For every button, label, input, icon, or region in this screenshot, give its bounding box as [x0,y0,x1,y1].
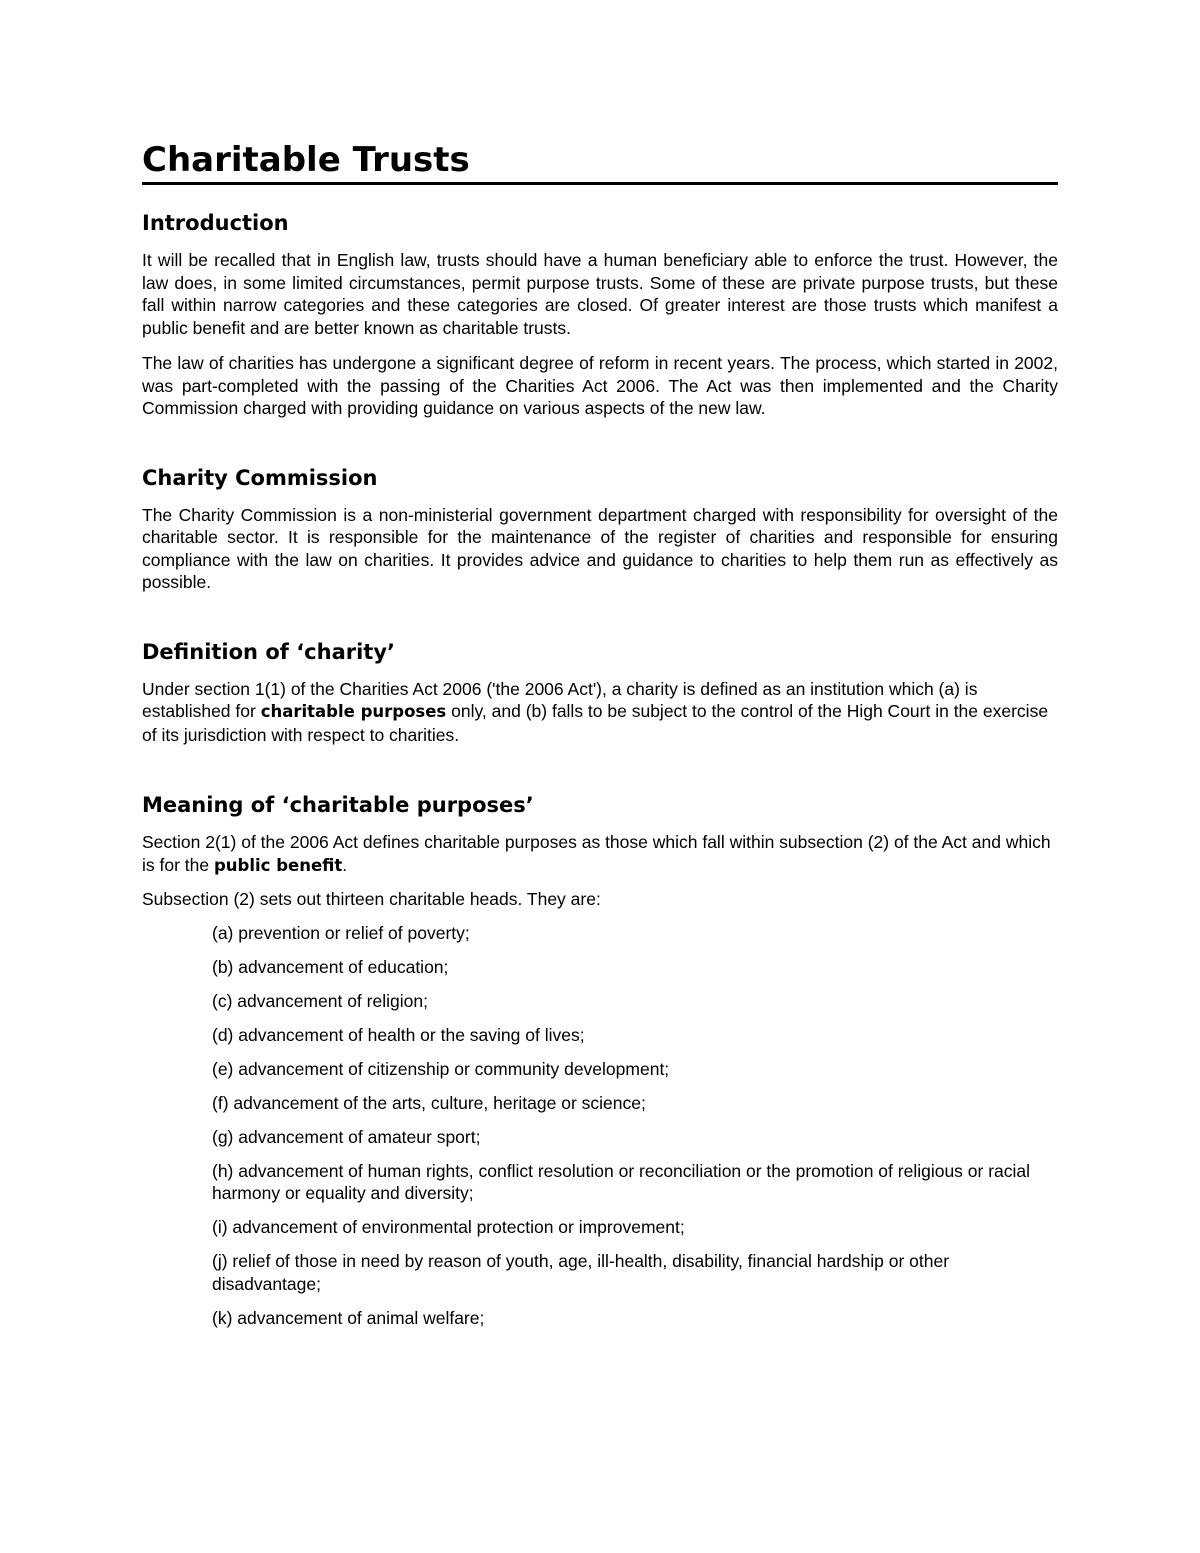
list-item: (c) advancement of religion; [212,990,428,1011]
charitable-heads-list [142,922,1058,1330]
list-item: (d) advancement of health or the saving of lives; [212,1024,585,1045]
heading-introduction: Introduction [142,211,289,235]
introduction-paragraph-2: The law of charities has undergone a significant degree of reform in recent years. The process, which started in 2002, was part-completed with the passing of the Charities Act 2006. The Act was then implemented and the Charity Commission charged with providing guidance on various aspects of the new law. [142,353,1058,418]
definition-text-after: only, and (b) falls to be subject to the control of the High Court in the exercise of its jurisdiction with respect to charities. [142,701,1049,745]
definition-bold-term: charitable purposes [260,702,447,721]
meaning-paragraph-1 [142,831,1058,877]
heading-definition-of-charity: Definition of ‘charity’ [142,639,395,664]
introduction-paragraph-1: It will be recalled that in English law, trusts should have a human beneficiary able to enforce the trust. However, the law does, in some limited circumstances, permit purpose trusts. Some of these are private purpose trusts, but these fall within narrow categories and these categories are closed. Of greater interest are those trusts which manifest a public benefit and are better known as charitable trusts. [142,250,1058,338]
list-item: (i) advancement of environmental protection or improvement; [212,1217,685,1237]
page-title: Charitable Trusts [142,140,1058,185]
list-item: (f) advancement of the arts, culture, heritage or science; [212,1092,646,1113]
charity-commission-paragraph: The Charity Commission is a non-ministerial government department charged with responsibility for oversight of the charitable sector. It is responsible for the maintenance of the register of charities and responsible for ensuring compliance with the law on charities. It provides advice and guidance to charities to help them run as effectively as possible. [142,504,1058,592]
document-page [142,140,1058,1329]
meaning-bold-term: public benefit [213,855,343,875]
list-item: (b) advancement of education; [212,956,449,977]
definition-text-before: Under section 1(1) of the Charities Act 2006 ('the 2006 Act'), a charity is defined as an institution which (a) is established for [142,678,978,721]
definition-paragraph [142,678,1058,747]
list-item: (k) advancement of animal welfare; [212,1307,485,1328]
list-item: (j) relief of those in need by reason of youth, age, ill-health, disability, financial hardship or other disadvantage; [212,1251,950,1294]
meaning-text-after: . [342,854,348,875]
heading-meaning-of-charitable-purposes: Meaning of ‘charitable purposes’ [142,793,534,817]
list-item: (h) advancement of human rights, conflict resolution or reconciliation or the promotion of religious or racial harmony or equality and diversity; [212,1160,1031,1203]
meaning-text-before: Section 2(1) of the 2006 Act defines charitable purposes as those which fall within subsection (2) of the Act and which is for the [142,832,1051,875]
list-item: (e) advancement of citizenship or community development; [212,1058,670,1079]
heading-charity-commission: Charity Commission [142,465,378,490]
list-item: (g) advancement of amateur sport; [212,1126,481,1147]
meaning-paragraph-2: Subsection (2) sets out thirteen charitable heads. They are: [142,889,601,909]
list-item: (a) prevention or relief of poverty; [212,922,470,943]
